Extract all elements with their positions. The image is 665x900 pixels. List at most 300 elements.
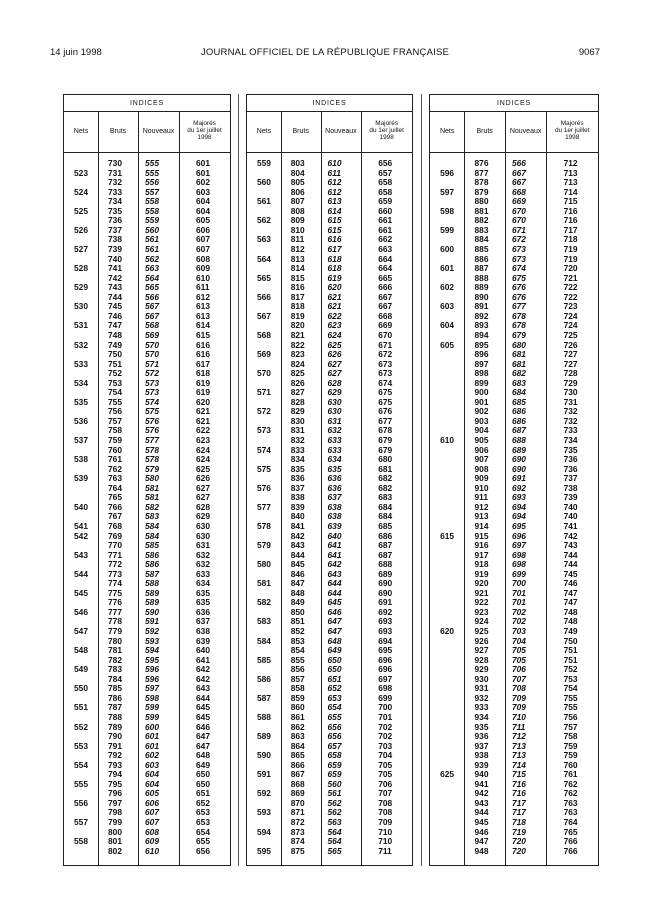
cell-majores: 686 <box>378 530 393 541</box>
cell-majores: 762 <box>563 788 578 799</box>
cell-nouveaux: 562 <box>327 797 342 808</box>
cell-majores: 653 <box>196 807 210 818</box>
cell-nouveaux: 679 <box>511 329 526 340</box>
cell-nouveaux: 569 <box>145 329 159 340</box>
cell-nets: 547 <box>74 626 88 636</box>
cell-nouveaux: 716 <box>511 788 526 799</box>
cell-bruts: 854 <box>290 645 305 655</box>
cell-nouveaux: 623 <box>327 320 342 331</box>
cell-majores: 725 <box>563 329 578 340</box>
cell-majores: 616 <box>196 349 210 359</box>
cell-bruts: 874 <box>290 836 305 847</box>
cell-majores: 755 <box>563 692 578 703</box>
cell-nets: 548 <box>74 645 88 655</box>
cell-nouveaux: 597 <box>145 683 159 694</box>
cell-bruts: 858 <box>290 683 305 694</box>
cell-nets: 574 <box>256 444 271 455</box>
cell-majores: 623 <box>196 435 210 445</box>
cell-bruts: 873 <box>290 826 305 837</box>
cell-nouveaux: 690 <box>511 454 526 465</box>
cell-nouveaux: 563 <box>327 817 342 827</box>
cell-nets: 576 <box>256 482 271 493</box>
cell-nouveaux: 560 <box>327 778 342 789</box>
cell-majores: 726 <box>563 339 578 350</box>
cell-nets: 569 <box>256 349 271 359</box>
cell-nouveaux: 633 <box>327 444 342 455</box>
cell-nouveaux: 685 <box>511 396 526 407</box>
cell-majores: 692 <box>378 606 393 617</box>
cell-majores: 666 <box>378 282 393 293</box>
cell-majores: 732 <box>563 406 578 417</box>
cell-nets: 566 <box>256 291 271 302</box>
cell-nouveaux: 568 <box>145 320 159 331</box>
cell-majores: 642 <box>196 673 210 684</box>
cell-majores: 684 <box>378 501 393 512</box>
cell-majores: 733 <box>563 425 578 436</box>
cell-majores: 618 <box>196 368 210 379</box>
cell-nouveaux: 586 <box>145 559 159 570</box>
cell-nouveaux: 632 <box>327 425 342 436</box>
cell-bruts: 886 <box>474 253 489 264</box>
cell-nets: 597 <box>440 186 455 197</box>
cell-bruts: 751 <box>108 358 122 369</box>
cell-majores: 685 <box>378 520 393 531</box>
cell-nets: 545 <box>74 587 88 598</box>
cell-nets: 599 <box>440 224 455 235</box>
cell-bruts: 891 <box>474 301 489 312</box>
cell-majores: 736 <box>563 454 578 465</box>
cell-majores: 718 <box>563 234 578 245</box>
cell-nouveaux: 720 <box>511 836 526 847</box>
cell-nouveaux: 598 <box>145 692 159 703</box>
cell-nets: 554 <box>74 759 88 770</box>
cell-nouveaux: 692 <box>511 482 526 493</box>
cell-majores: 642 <box>196 664 210 675</box>
cell-majores: 748 <box>563 606 578 617</box>
cell-bruts: 778 <box>108 616 122 627</box>
cell-bruts: 756 <box>108 406 122 417</box>
cell-bruts: 916 <box>474 540 489 550</box>
cell-majores: 721 <box>563 272 578 283</box>
cell-nets: 556 <box>74 797 88 808</box>
cell-nets: 568 <box>256 329 271 340</box>
cell-majores: 655 <box>196 836 210 847</box>
cell-bruts: 806 <box>290 186 305 197</box>
cell-bruts: 926 <box>474 635 489 646</box>
cell-nouveaux: 670 <box>511 205 526 216</box>
cell-bruts: 842 <box>290 530 305 541</box>
cell-nouveaux: 681 <box>511 349 526 359</box>
cell-majores: 670 <box>378 329 393 340</box>
cell-bruts: 780 <box>108 635 122 646</box>
cell-bruts: 921 <box>474 587 489 598</box>
cell-bruts: 844 <box>290 549 305 560</box>
cell-nouveaux: 571 <box>145 358 159 369</box>
cell-nets: 625 <box>440 769 455 780</box>
cell-nouveaux: 686 <box>511 415 526 426</box>
cell-nouveaux: 689 <box>511 444 526 455</box>
cell-bruts: 827 <box>290 387 305 398</box>
cell-nets: 583 <box>256 616 271 627</box>
cell-nouveaux: 609 <box>145 836 159 847</box>
cell-bruts: 797 <box>108 797 122 808</box>
cell-nouveaux: 596 <box>145 664 159 675</box>
header-title: JOURNAL OFFICIEL DE LA RÉPUBLIQUE FRANÇAISE <box>200 47 450 58</box>
cell-bruts: 744 <box>108 291 122 302</box>
cell-majores: 690 <box>378 578 393 589</box>
cell-bruts: 753 <box>108 377 122 388</box>
cell-bruts: 888 <box>474 272 489 283</box>
cell-nets: 570 <box>256 368 271 379</box>
cell-nets: 555 <box>74 778 88 789</box>
cell-majores: 605 <box>196 215 210 226</box>
cell-bruts: 866 <box>290 759 305 770</box>
cell-bruts: 794 <box>108 769 122 780</box>
cell-majores: 752 <box>563 664 578 675</box>
cell-nouveaux: 615 <box>327 224 342 235</box>
cell-nouveaux: 654 <box>327 702 342 713</box>
cell-nouveaux: 706 <box>511 664 526 675</box>
cell-nets: 571 <box>256 387 271 398</box>
cell-nouveaux: 683 <box>511 377 526 388</box>
cell-majores: 710 <box>378 826 393 837</box>
cell-bruts: 731 <box>108 167 122 178</box>
cell-nouveaux: 618 <box>327 263 342 274</box>
cell-nouveaux: 656 <box>327 731 342 741</box>
cell-bruts: 745 <box>108 301 122 312</box>
cell-nouveaux: 590 <box>145 606 159 617</box>
cell-majores: 739 <box>563 492 578 503</box>
cell-nouveaux: 631 <box>327 415 342 426</box>
cell-nets: 563 <box>256 234 271 245</box>
majores-header-line: 1998 <box>565 133 580 141</box>
cell-nets: 543 <box>74 549 88 560</box>
cell-bruts: 775 <box>108 587 122 598</box>
column-divider <box>281 111 282 865</box>
cell-bruts: 918 <box>474 559 489 570</box>
cell-majores: 673 <box>378 368 393 379</box>
col-header-bruts: Bruts <box>98 111 138 153</box>
cell-bruts: 880 <box>474 196 489 207</box>
cell-majores: 601 <box>196 158 210 168</box>
cell-bruts: 804 <box>290 167 305 178</box>
cell-majores: 759 <box>563 740 578 751</box>
cell-majores: 723 <box>563 301 578 312</box>
cell-nets: 550 <box>74 683 88 694</box>
cell-bruts: 895 <box>474 339 489 350</box>
cell-nouveaux: 715 <box>511 769 526 780</box>
col-header-majores <box>361 111 412 153</box>
cell-majores: 616 <box>196 339 210 350</box>
cell-bruts: 897 <box>474 358 489 369</box>
cell-bruts: 810 <box>290 224 305 235</box>
cell-bruts: 752 <box>108 368 122 379</box>
table-caption: INDICES <box>64 95 230 112</box>
cell-majores: 678 <box>378 425 393 436</box>
cell-bruts: 889 <box>474 282 489 293</box>
cell-majores: 620 <box>196 396 210 407</box>
cell-majores: 610 <box>196 272 210 283</box>
cell-nets: 615 <box>440 530 455 541</box>
cell-majores: 659 <box>378 196 393 207</box>
cell-nets: 523 <box>74 167 88 178</box>
cell-nouveaux: 614 <box>327 205 342 216</box>
cell-nouveaux: 621 <box>327 291 342 302</box>
cell-majores: 638 <box>196 626 210 636</box>
cell-bruts: 940 <box>474 769 489 780</box>
cell-nouveaux: 670 <box>511 215 526 226</box>
cell-bruts: 822 <box>290 339 305 350</box>
cell-nouveaux: 646 <box>327 606 342 617</box>
cell-nouveaux: 712 <box>511 731 526 741</box>
cell-majores: 650 <box>196 769 210 780</box>
cell-majores: 661 <box>378 215 393 226</box>
cell-nouveaux: 688 <box>511 435 526 445</box>
cell-nets: 581 <box>256 578 271 589</box>
cell-nouveaux: 562 <box>145 253 159 264</box>
cell-bruts: 862 <box>290 721 305 732</box>
cell-nouveaux: 669 <box>511 196 526 207</box>
cell-nouveaux: 644 <box>327 587 342 598</box>
cell-nouveaux: 698 <box>511 559 526 570</box>
cell-nouveaux: 565 <box>145 282 159 293</box>
cell-majores: 627 <box>196 492 210 503</box>
cell-bruts: 832 <box>290 435 305 445</box>
cell-bruts: 915 <box>474 530 489 541</box>
cell-bruts: 939 <box>474 759 489 770</box>
cell-bruts: 812 <box>290 243 305 254</box>
column-divider <box>505 111 506 865</box>
cell-bruts: 849 <box>290 597 305 608</box>
cell-bruts: 826 <box>290 377 305 388</box>
cell-nouveaux: 605 <box>145 788 159 799</box>
cell-majores: 705 <box>378 769 393 780</box>
cell-nets: 588 <box>256 711 271 722</box>
cell-bruts: 792 <box>108 750 122 761</box>
cell-majores: 730 <box>563 387 578 398</box>
cell-bruts: 734 <box>108 196 122 207</box>
cell-nouveaux: 697 <box>511 540 526 550</box>
cell-majores: 702 <box>378 731 393 741</box>
cell-bruts: 929 <box>474 664 489 675</box>
cell-nouveaux: 587 <box>145 568 159 579</box>
cell-bruts: 909 <box>474 473 489 484</box>
cell-bruts: 736 <box>108 215 122 226</box>
cell-nouveaux: 581 <box>145 482 159 493</box>
cell-majores: 635 <box>196 587 210 598</box>
majores-header-line: du 1er juillet <box>187 127 222 135</box>
cell-majores: 713 <box>563 177 578 188</box>
cell-nets: 562 <box>256 215 271 226</box>
cell-majores: 755 <box>563 702 578 713</box>
cell-nouveaux: 713 <box>511 750 526 761</box>
cell-nouveaux: 707 <box>511 673 526 684</box>
cell-bruts: 932 <box>474 692 489 703</box>
cell-nouveaux: 642 <box>327 559 342 570</box>
cell-majores: 639 <box>196 635 210 646</box>
cell-majores: 766 <box>563 845 578 856</box>
cell-nouveaux: 634 <box>327 454 342 465</box>
cell-nouveaux: 622 <box>327 310 342 321</box>
cell-nouveaux: 698 <box>511 549 526 560</box>
cell-nets: 544 <box>74 568 88 579</box>
cell-bruts: 829 <box>290 406 305 417</box>
cell-nets: 564 <box>256 253 271 264</box>
cell-nouveaux: 604 <box>145 778 159 789</box>
cell-nets: 594 <box>256 826 271 837</box>
cell-nouveaux: 626 <box>327 349 342 359</box>
table-caption: INDICES <box>430 95 598 112</box>
cell-nets: 593 <box>256 807 271 818</box>
cell-bruts: 850 <box>290 606 305 617</box>
cell-bruts: 881 <box>474 205 489 216</box>
cell-nouveaux: 708 <box>511 683 526 694</box>
cell-nouveaux: 558 <box>145 196 159 207</box>
cell-nouveaux: 564 <box>327 836 342 847</box>
cell-nouveaux: 639 <box>327 520 342 531</box>
col-header-nouveaux: Nouveaux <box>505 111 546 153</box>
cell-nets: 579 <box>256 540 271 550</box>
cell-nets: 575 <box>256 463 271 474</box>
cell-majores: 654 <box>196 826 210 837</box>
cell-majores: 742 <box>563 530 578 541</box>
cell-nouveaux: 594 <box>145 645 159 655</box>
cell-majores: 646 <box>196 721 210 732</box>
cell-bruts: 947 <box>474 836 489 847</box>
cell-majores: 688 <box>378 559 393 570</box>
cell-nouveaux: 647 <box>327 626 342 636</box>
cell-majores: 677 <box>378 415 393 426</box>
cell-majores: 619 <box>196 377 210 388</box>
cell-nouveaux: 596 <box>145 673 159 684</box>
cell-nouveaux: 694 <box>511 501 526 512</box>
cell-majores: 630 <box>196 520 210 531</box>
cell-bruts: 798 <box>108 807 122 818</box>
cell-bruts: 930 <box>474 673 489 684</box>
cell-bruts: 754 <box>108 387 122 398</box>
cell-bruts: 819 <box>290 310 305 321</box>
cell-majores: 658 <box>378 186 393 197</box>
cell-majores: 644 <box>196 692 210 703</box>
cell-bruts: 813 <box>290 253 305 264</box>
cell-bruts: 776 <box>108 597 122 608</box>
cell-majores: 734 <box>563 435 578 445</box>
cell-nets: 542 <box>74 530 88 541</box>
cell-majores: 683 <box>378 492 393 503</box>
cell-nouveaux: 586 <box>145 549 159 560</box>
cell-nouveaux: 718 <box>511 817 526 827</box>
cell-nets: 589 <box>256 731 271 741</box>
cell-nets: 524 <box>74 186 88 197</box>
cell-nouveaux: 564 <box>145 272 159 283</box>
cell-nouveaux: 580 <box>145 473 159 484</box>
cell-bruts: 838 <box>290 492 305 503</box>
cell-majores: 727 <box>563 358 578 369</box>
cell-bruts: 814 <box>290 263 305 274</box>
cell-bruts: 861 <box>290 711 305 722</box>
cell-majores: 741 <box>563 520 578 531</box>
cell-nouveaux: 700 <box>511 578 526 589</box>
cell-bruts: 860 <box>290 702 305 713</box>
cell-majores: 737 <box>563 473 578 484</box>
cell-bruts: 923 <box>474 606 489 617</box>
cell-bruts: 747 <box>108 320 122 331</box>
cell-majores: 629 <box>196 511 210 522</box>
cell-nouveaux: 633 <box>327 435 342 445</box>
page-header <box>50 47 600 61</box>
cell-nouveaux: 691 <box>511 473 526 484</box>
cell-nouveaux: 659 <box>327 759 342 770</box>
cell-nouveaux: 610 <box>327 158 342 168</box>
cell-nouveaux: 701 <box>511 587 526 598</box>
cell-nouveaux: 602 <box>145 750 159 761</box>
cell-nouveaux: 604 <box>145 769 159 780</box>
cell-nouveaux: 559 <box>145 215 159 226</box>
cell-bruts: 765 <box>108 492 122 503</box>
cell-bruts: 801 <box>108 836 122 847</box>
cell-majores: 709 <box>378 817 393 827</box>
cell-majores: 701 <box>378 711 393 722</box>
cell-bruts: 946 <box>474 826 489 837</box>
cell-majores: 607 <box>196 243 210 254</box>
cell-nouveaux: 672 <box>511 234 526 245</box>
cell-nets: 526 <box>74 224 88 235</box>
cell-nouveaux: 651 <box>327 673 342 684</box>
cell-nouveaux: 638 <box>327 501 342 512</box>
cell-bruts: 927 <box>474 645 489 655</box>
cell-nouveaux: 612 <box>327 177 342 188</box>
cell-bruts: 742 <box>108 272 122 283</box>
cell-nouveaux: 668 <box>511 186 526 197</box>
cell-bruts: 733 <box>108 186 122 197</box>
cell-nets: 582 <box>256 597 271 608</box>
cell-nouveaux: 649 <box>327 645 342 655</box>
cell-majores: 706 <box>378 778 393 789</box>
cell-nets: 586 <box>256 673 271 684</box>
cell-bruts: 830 <box>290 415 305 426</box>
cell-nouveaux: 636 <box>327 482 342 493</box>
cell-nets: 577 <box>256 501 271 512</box>
cell-nets: 540 <box>74 501 88 512</box>
cell-nouveaux: 705 <box>511 645 526 655</box>
cell-nouveaux: 567 <box>145 301 159 312</box>
cell-majores: 729 <box>563 377 578 388</box>
cell-nouveaux: 601 <box>145 731 159 741</box>
cell-majores: 691 <box>378 597 393 608</box>
cell-nouveaux: 644 <box>327 578 342 589</box>
cell-bruts: 816 <box>290 282 305 293</box>
cell-majores: 662 <box>378 234 393 245</box>
cell-bruts: 828 <box>290 396 305 407</box>
cell-majores: 698 <box>378 683 393 694</box>
cell-nets: 598 <box>440 205 455 216</box>
cell-majores: 628 <box>196 501 210 512</box>
cell-majores: 667 <box>378 301 393 312</box>
cell-majores: 675 <box>378 396 393 407</box>
cell-majores: 756 <box>563 711 578 722</box>
cell-nouveaux: 601 <box>145 740 159 751</box>
majores-header-line: Majorés <box>193 120 216 128</box>
cell-bruts: 933 <box>474 702 489 713</box>
cell-nets: 585 <box>256 654 271 665</box>
cell-bruts: 908 <box>474 463 489 474</box>
cell-nouveaux: 611 <box>327 167 341 178</box>
cell-majores: 724 <box>563 320 578 331</box>
cell-nouveaux: 599 <box>145 711 159 722</box>
cell-bruts: 931 <box>474 683 489 694</box>
cell-bruts: 800 <box>108 826 122 837</box>
cell-nouveaux: 627 <box>327 368 342 379</box>
